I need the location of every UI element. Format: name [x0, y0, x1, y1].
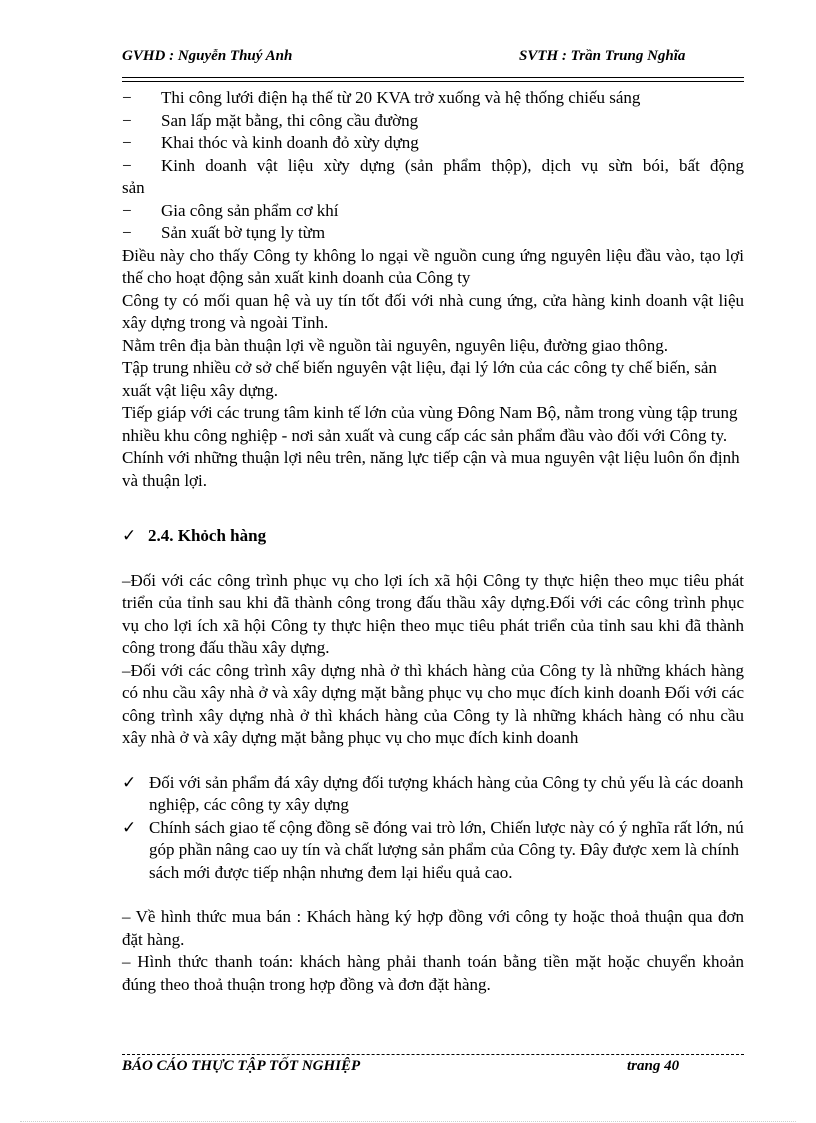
dash-bullet: −: [122, 88, 132, 107]
section-heading: [122, 525, 744, 548]
paragraph: – Về hình thức mua bán : Khách hàng ký hợp đồng với công ty hoặc thoả thuận qua đơn đặt hàng.: [122, 907, 744, 949]
header-rule-top: [122, 77, 744, 78]
list-item: [122, 200, 744, 223]
list-item-text: Đối với sản phẩm đá xây dựng đối tượng khách hàng của Công ty chủ yếu là các doanh nghiệp, các công ty xây dựng: [149, 772, 744, 814]
list-item-text: San lấp mặt bằng, thi công cầu đường: [161, 110, 419, 130]
paragraph: Tiếp giáp với các trung tâm kinh tế lớn của vùng Đông Nam Bộ, nằm trong vùng tập trung nhiều khu công nghiệp - nơi sản xuất và cung cấp các sản phẩm đầu vào đối với Công ty.: [122, 403, 738, 445]
list-item: [122, 87, 744, 110]
footer-title: BÁO CÁO THỰC TẬP TỐT NGHIỆP: [122, 1058, 361, 1074]
list-item: [122, 155, 744, 178]
list-item-text: Chính sách giao tế cộng đồng sẽ đóng vai trò lớn, Chiến lược này có ý nghĩa rất lớn, nú góp phần nâng cao uy tín và chất lượng sản phẩm của Công ty. Đây được xem là chính sách mới được tiếp nhận nhưng đem lại hiểu quả cao.: [149, 817, 744, 882]
check-icon: ✓: [122, 526, 137, 545]
header-instructor: GVHD : Nguyễn Thuý Anh: [122, 48, 293, 64]
header-rule-bottom: [122, 81, 744, 82]
list-item-text: Sản xuất bờ tụng ly từm: [161, 223, 326, 242]
dash-bullet: −: [122, 155, 132, 175]
list-item: [122, 110, 744, 133]
dash-bullet: −: [122, 110, 132, 130]
paragraph: Tập trung nhiều cở sở chế biến nguyên vật liệu, đại lý lớn của các công ty chế biến, sản xuất vật liệu xây dựng.: [122, 358, 717, 400]
dash-bullet: −: [122, 200, 132, 220]
list-item: [122, 222, 744, 245]
list-item: [122, 772, 744, 817]
paragraph: Nằm trên địa bàn thuận lợi về nguồn tài nguyên, nguyên liệu, đường giao thông.: [122, 335, 669, 355]
paragraph: – Hình thức thanh toán: khách hàng phải thanh toán bằng tiền mặt hoặc chuyển khoản đúng theo thoả thuận trong hợp đồng và đơn đặt hàng.: [122, 952, 744, 994]
list-item: [122, 817, 744, 885]
check-list: [122, 772, 744, 885]
footer-rule: [122, 1054, 744, 1055]
dash-bullet: −: [122, 133, 132, 152]
dash-bullet: −: [122, 223, 132, 242]
list-item-text: Khai thóc và kinh doanh đỏ xừy dựng: [161, 133, 419, 152]
paragraph: Công ty có mối quan hệ và uy tín tốt đối với nhà cung ứng, cửa hàng kinh doanh vật liệu xây dựng trong và ngoài Tỉnh.: [122, 290, 744, 332]
section-title: 2.4. Khỏch hàng: [148, 526, 267, 545]
paragraph: –Đối với các công trình phục vụ cho lợi ích xã hội Công ty thực hiện theo mục tiêu phát triển của tỉnh sau khi đã thành công trong đấu thầu xây dựng.Đối với các công trình phục vụ cho lợi ích xã hội Công ty thực hiện theo mục tiêu phát triển của tỉnh sau khi đã thành công trong đấu thầu xây dựng.: [122, 570, 744, 657]
paragraph: Điều này cho thấy Công ty không lo ngại về nguồn cung ứng nguyên liệu đầu vào, tạo lợi thế cho hoạt động sản xuất kinh doanh của Công ty: [122, 245, 744, 287]
page-body: [122, 87, 744, 996]
page-edge-divider: [20, 1121, 796, 1122]
header-student: SVTH : Trần Trung Nghĩa: [519, 48, 686, 64]
page-number: trang 40: [627, 1058, 680, 1074]
list-item-text: Gia công sản phẩm cơ khí: [161, 200, 339, 220]
list-item: [122, 132, 744, 155]
check-icon: ✓: [122, 817, 137, 837]
list-item-text: Kinh doanh vật liệu xừy dựng (sản phẩm thộp), dịch vụ sừn bói, bất động: [161, 155, 744, 175]
check-icon: ✓: [122, 772, 137, 792]
paragraph: –Đối với các công trình xây dựng nhà ở thì khách hàng của Công ty là những khách hàng có nhu cầu xây nhà ở và xây dựng mặt bằng phục vụ cho mục đích kinh doanh Đối với các công trình xây dựng nhà ở thì khách hàng của Công ty là những khách hàng có nhu cầu xây nhà ở và xây dựng mặt bằng phục vụ cho mục đích kinh doanh: [122, 660, 744, 747]
list-item-continuation: sản: [122, 178, 145, 197]
paragraph: Chính với những thuận lợi nêu trên, năng lực tiếp cận và mua nguyên vật liệu luôn ổn định và thuận lợi.: [122, 448, 740, 490]
list-item-text: Thi công lưới điện hạ thế từ 20 KVA trở xuống và hệ thống chiếu sáng: [161, 88, 641, 107]
